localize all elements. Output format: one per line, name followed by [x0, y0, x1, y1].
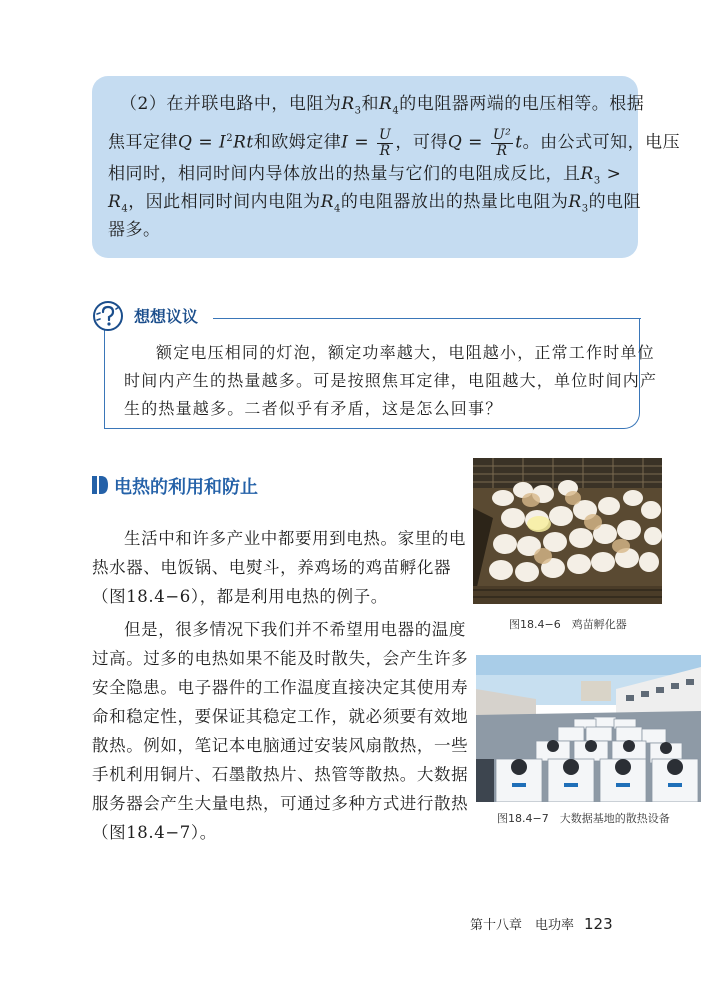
body-line-4: 但是，很多情况下我们并不希望用电器的温度	[124, 620, 466, 639]
discussion-line-3: 生的热量越多。二者似乎有矛盾，这是怎么回事？	[124, 399, 503, 418]
page-footer	[470, 914, 613, 933]
section-marker-icon	[92, 476, 108, 494]
body-line-10: 服务器会产生大量电热，可通过多种方式进行散热	[92, 794, 469, 813]
chapter-label: 第十八章 电功率	[470, 918, 575, 933]
discussion-line-2: 时间内产生的热量越多。可是按照焦耳定律，电阻越大，单位时间内产	[124, 371, 658, 390]
body-line-11: （图18.4−7）。	[92, 823, 217, 842]
body-line-7: 命和稳定性，要保证其稳定工作，就必须要有效地	[92, 707, 469, 726]
cooling-equipment-photo	[476, 655, 701, 802]
chick-incubator-photo	[473, 458, 662, 604]
body-line-9: 手机利用铜片、石墨散热片、热管等散热。大数据	[92, 765, 469, 784]
figure-caption-cooling: 图18.4−7 大数据基地的散热设备	[497, 812, 670, 825]
answer-line-2-formulas: 焦耳定律$Q = I^2Rt$和欧姆定律I = $\frac{U}{R}$ ，可得Q = $\frac{\text{U²}}{R}$ t。由公式可知，电压	[108, 126, 681, 159]
answer-line-3: 相同时，相同时间内导体放出的热量与它们的电阻成反比，且$R_3$ >	[108, 164, 622, 187]
figure-caption-incubator: 图18.4−6 鸡苗孵化器	[509, 618, 627, 631]
body-line-5: 过高。过多的电热如果不能及时散失，会产生许多	[92, 649, 469, 668]
fraction-u-over-r: $\frac{U}{R}$	[379, 126, 392, 159]
body-line-6: 安全隐患。电子器件的工作温度直接决定其使用寿	[92, 678, 469, 697]
body-line-2: 热水器、电饭锅、电熨斗，养鸡场的鸡苗孵化器	[92, 558, 452, 577]
answer-line-4: $R_4$，因此相同时间内电阻为$R_4$的电阻器放出的热量比电阻为$R_3$的电阻	[108, 192, 642, 215]
body-line-1: 生活中和许多产业中都要用到电热。家里的电	[124, 529, 466, 548]
answer-line-5: 器多。	[108, 220, 161, 240]
body-line-3: （图18.4−6），都是利用电热的例子。	[92, 587, 388, 606]
body-line-8: 散热。例如，笔记本电脑通过安装风扇散热，一些	[92, 736, 469, 755]
fraction-u2-over-r: $\frac{\text{U²}}{R}$	[492, 126, 512, 159]
discussion-title: 想想议议	[134, 307, 199, 326]
page-number: 123	[584, 915, 613, 933]
discussion-line-1: 额定电压相同的灯泡，额定功率越大，电阻越小，正常工作时单位	[156, 343, 655, 362]
discussion-title-rule	[213, 318, 641, 319]
lightbulb-question-icon	[92, 300, 124, 332]
answer-line-1: （2）在并联电路中，电阻为$R_3$和$R_4$的电阻器两端的电压相等。根据	[120, 94, 645, 117]
section-title: 电热的利用和防止	[114, 477, 258, 498]
